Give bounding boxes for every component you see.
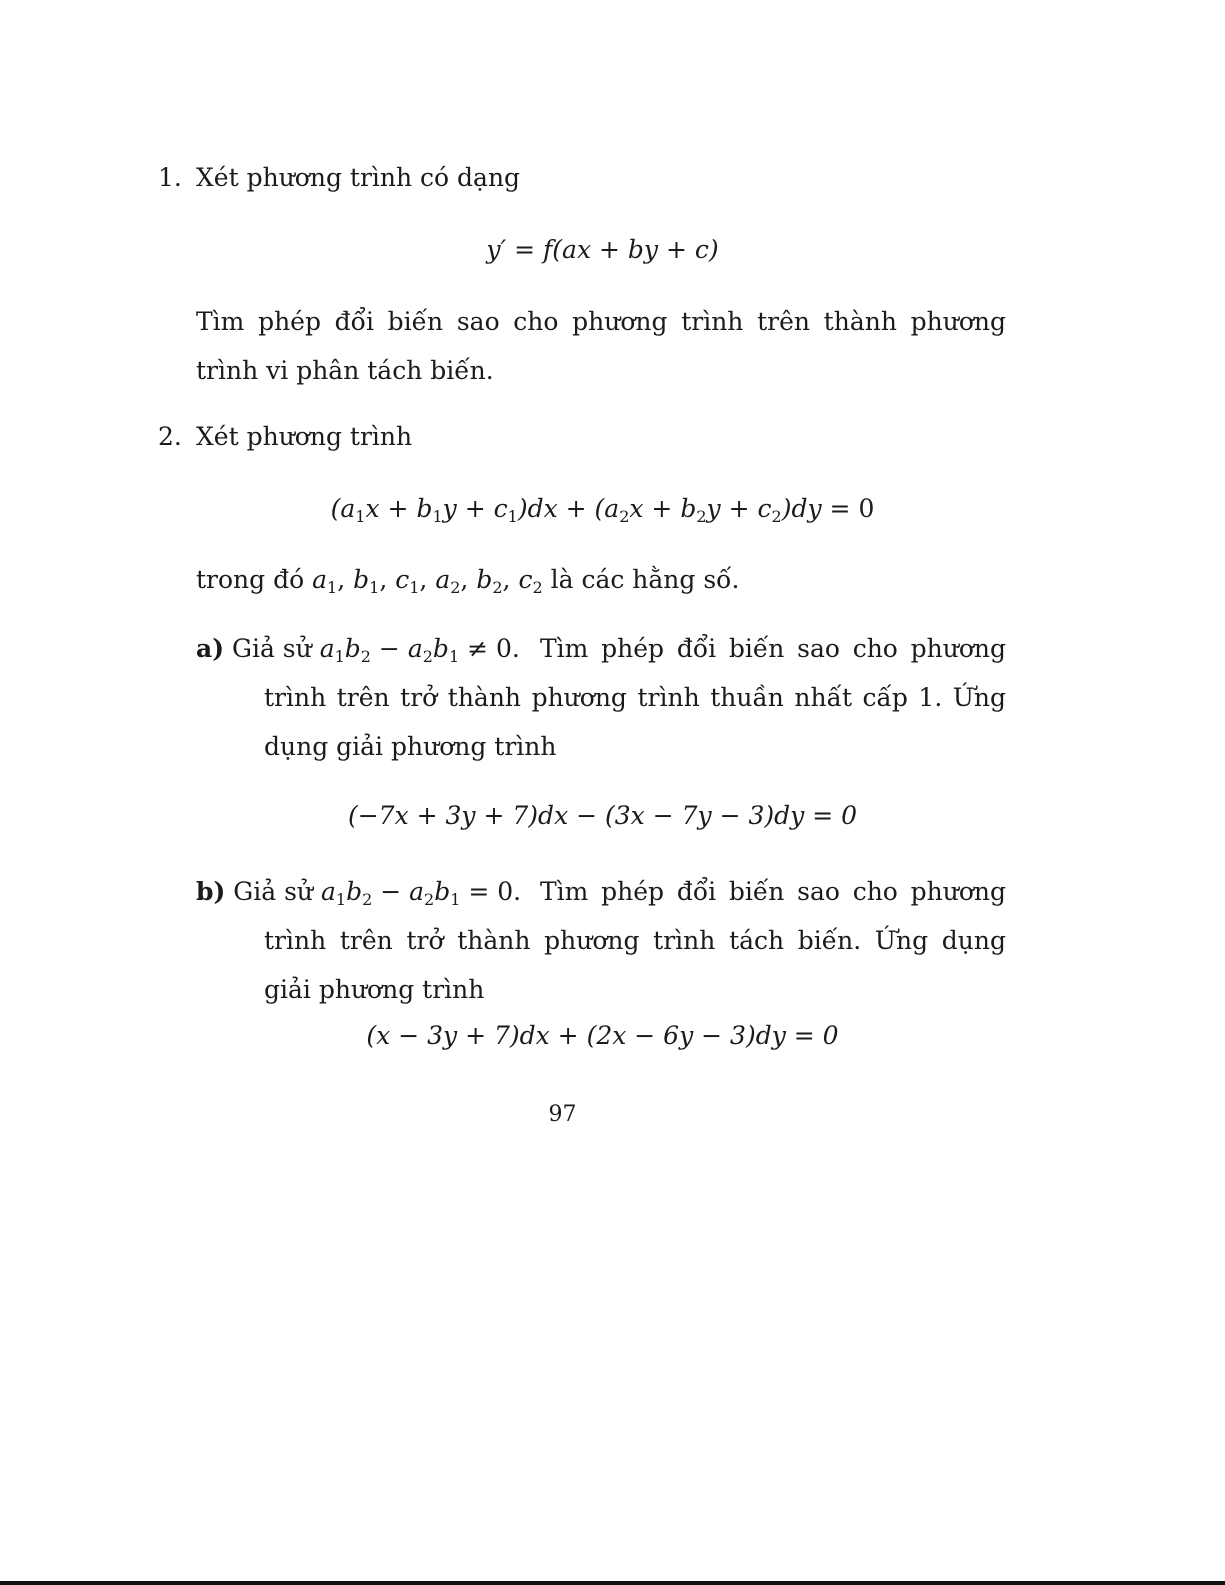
- item-1-number: 1.: [158, 163, 182, 192]
- bottom-border: [0, 1581, 1225, 1585]
- equation-1: [0, 235, 1205, 265]
- equation-2: $(a_1x + b_1y + c_1)dx + (a_2x + b_2y + c_2)dy = 0$: [330, 494, 875, 526]
- item-1-intro-text: Xét phương trình có dạng: [196, 163, 521, 192]
- equation-1-lhs: y′: [486, 235, 507, 264]
- subitem-a-label: a): [196, 634, 225, 663]
- item-2-where: trong đó $a_1$, $b_1$, $c_1$, $a_2$, $b_2$, $c_2$ là các hằng số.: [196, 565, 740, 597]
- equation-a-text: (−7x + 3y + 7)dx − (3x − 7y − 3)dy = 0: [347, 801, 858, 830]
- subitem-a-text: Tìm phép đổi biến sao cho phương trình trên trở thành phương trình thuần nhất cấp 1. Ứng dụng giải phương trình: [264, 634, 1006, 761]
- equation-2-end: = 0: [829, 494, 875, 523]
- equation-b: [0, 1021, 1205, 1051]
- subitem-b-label: b): [196, 877, 226, 906]
- item-2-intro: [158, 422, 412, 452]
- subitem-a-prefix: Giả sử: [231, 634, 312, 663]
- equation-1-op: =: [514, 235, 536, 264]
- page-number: 97: [548, 1102, 577, 1127]
- subitem-a-text-wrap: [196, 624, 1006, 771]
- equation-b-text: (x − 3y + 7)dx + (2x − 6y − 3)dy = 0: [366, 1021, 839, 1050]
- item-1-intro: [158, 163, 520, 193]
- subitem-a-condition: ≠ 0.: [467, 634, 520, 663]
- item-1-text: Tìm phép đổi biến sao cho phương trình trên thành phương trình vi phân tách biến.: [196, 307, 1006, 385]
- where-prefix: trong đó: [196, 565, 305, 594]
- item-2-number: 2.: [158, 422, 182, 451]
- subitem-b: b) Giả sử $a_1b_2 - a_2b_1 = 0$.: [196, 877, 522, 909]
- equation-1-rhs: f(ax + by + c): [543, 235, 719, 264]
- subitem-b-prefix: Giả sử: [233, 877, 314, 906]
- equation-a: [0, 801, 1205, 831]
- subitem-b-text: Tìm phép đổi biến sao cho phương trình trên trở thành phương trình tách biến. Ứng dụng giải phương trình: [264, 877, 1006, 1004]
- where-suffix: là các hằng số.: [550, 565, 740, 594]
- subitem-b-text-wrap: [196, 867, 1006, 1014]
- subitem-a: a) Giả sử $a_1b_2 - a_2b_1 \ne 0$.: [196, 634, 520, 666]
- subitem-b-condition: = 0.: [468, 877, 522, 906]
- item-2-intro-text: Xét phương trình: [196, 422, 413, 451]
